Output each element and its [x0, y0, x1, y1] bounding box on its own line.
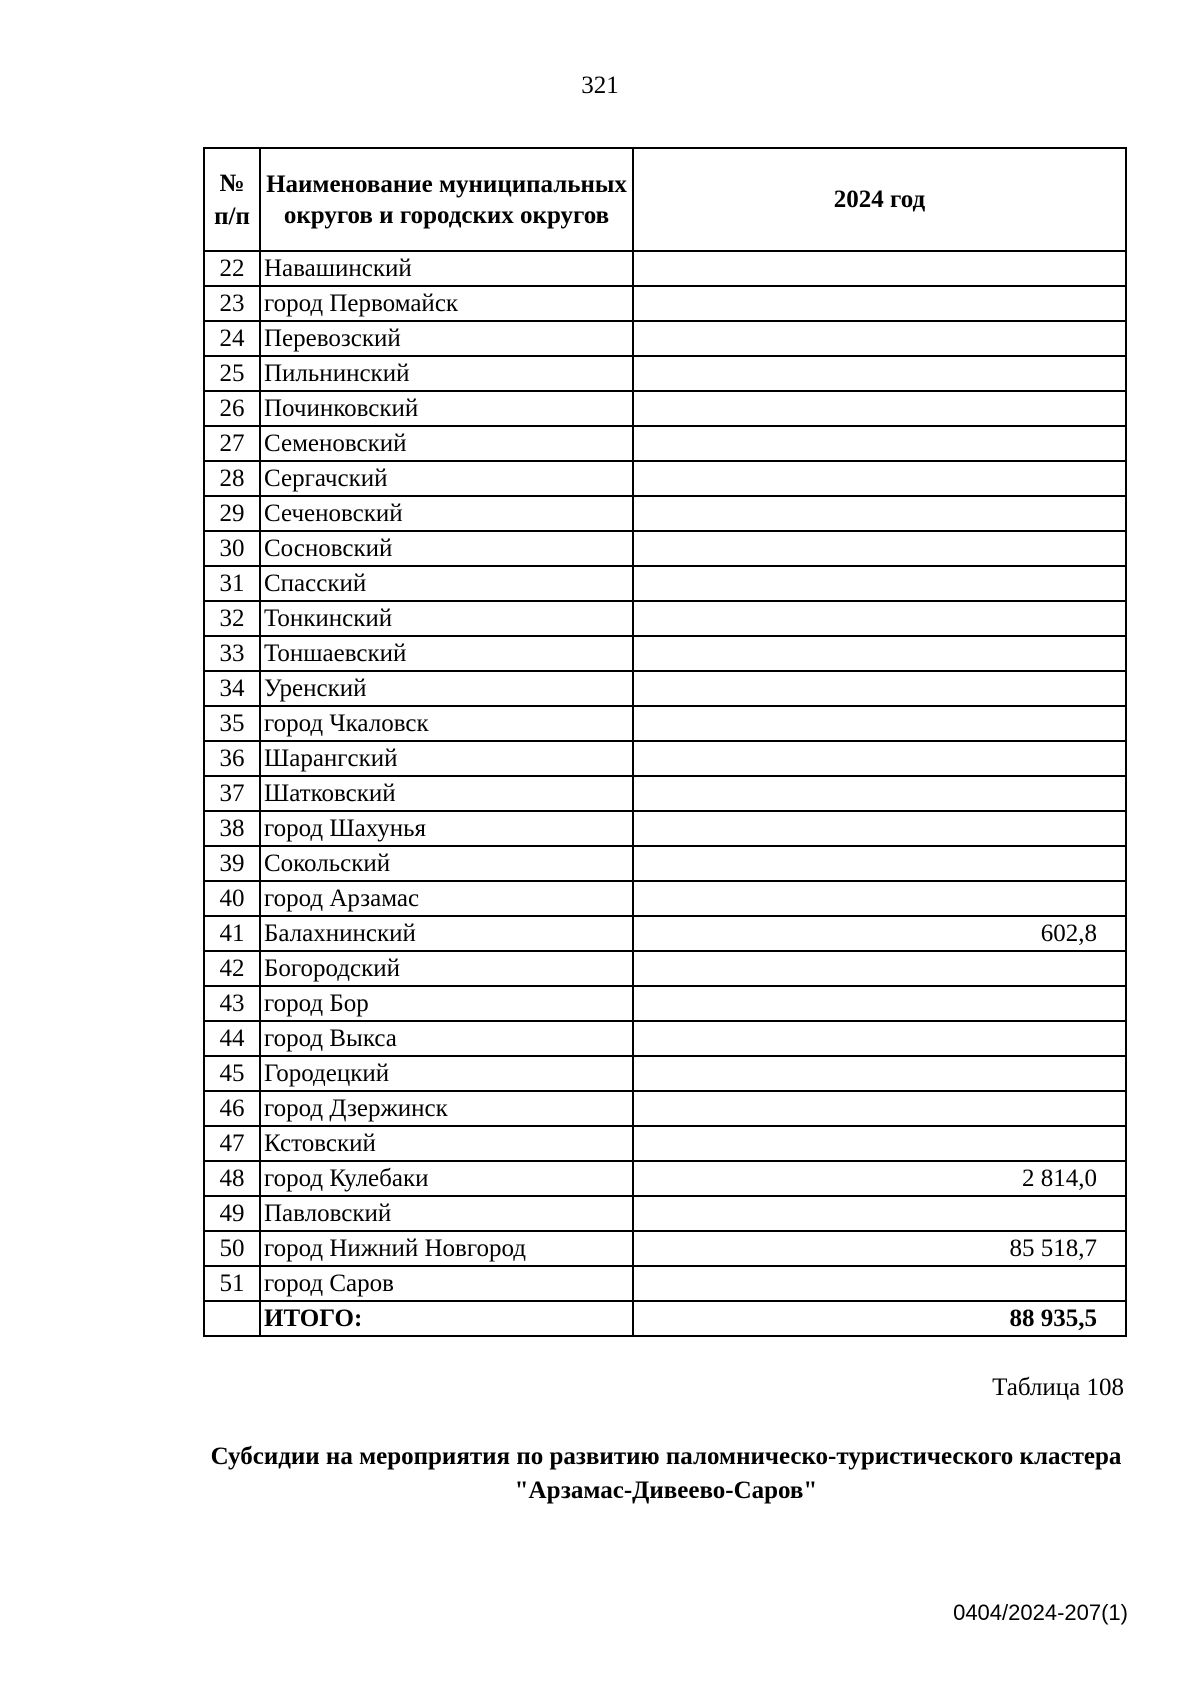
table-row [204, 531, 1126, 566]
table-body [204, 251, 1126, 1301]
row-value [633, 461, 1126, 496]
table-row [204, 496, 1126, 531]
row-number: 40 [204, 881, 260, 916]
row-value [633, 531, 1126, 566]
page-number: 321 [581, 72, 619, 99]
row-value [633, 356, 1126, 391]
table-row [204, 566, 1126, 601]
row-number: 47 [204, 1126, 260, 1161]
row-number: 27 [204, 426, 260, 461]
row-number: 30 [204, 531, 260, 566]
table-row [204, 916, 1126, 951]
row-number: 38 [204, 811, 260, 846]
row-name: Сеченовский [260, 496, 633, 531]
row-value [633, 671, 1126, 706]
row-name: город Чкаловск [260, 706, 633, 741]
table-row [204, 741, 1126, 776]
row-number: 29 [204, 496, 260, 531]
row-number: 23 [204, 286, 260, 321]
row-number: 44 [204, 1021, 260, 1056]
table-row [204, 286, 1126, 321]
row-number: 42 [204, 951, 260, 986]
row-value: 85 518,7 [633, 1231, 1126, 1266]
row-number: 32 [204, 601, 260, 636]
row-name: Сосновский [260, 531, 633, 566]
row-number: 25 [204, 356, 260, 391]
row-value [633, 601, 1126, 636]
total-value: 88 935,5 [633, 1301, 1126, 1336]
table-row [204, 321, 1126, 356]
row-name: Починковский [260, 391, 633, 426]
row-value [633, 1056, 1126, 1091]
row-value [633, 1126, 1126, 1161]
table-row [204, 1126, 1126, 1161]
table-row [204, 426, 1126, 461]
header-name: Наименование муниципальных округов и городских округов [260, 148, 633, 251]
table-row [204, 706, 1126, 741]
row-number: 26 [204, 391, 260, 426]
table-row [204, 601, 1126, 636]
row-value: 2 814,0 [633, 1161, 1126, 1196]
row-name: город Арзамас [260, 881, 633, 916]
row-value [633, 986, 1126, 1021]
row-name: город Выкса [260, 1021, 633, 1056]
header-number [204, 148, 260, 251]
row-value [633, 951, 1126, 986]
row-name: город Дзержинск [260, 1091, 633, 1126]
row-value: 602,8 [633, 916, 1126, 951]
row-number: 33 [204, 636, 260, 671]
row-name: город Нижний Новгород [260, 1231, 633, 1266]
section-title: Субсидии на мероприятия по развитию паломническо-туристического кластера "Арзамас-Дивеево-Саров" [210, 1443, 1122, 1504]
row-value [633, 391, 1126, 426]
total-num-cell [204, 1301, 260, 1336]
row-number: 24 [204, 321, 260, 356]
row-name: Павловский [260, 1196, 633, 1231]
table-row [204, 461, 1126, 496]
row-value [633, 1196, 1126, 1231]
row-number: 39 [204, 846, 260, 881]
row-value [633, 321, 1126, 356]
row-name: Пильнинский [260, 356, 633, 391]
table-row [204, 1231, 1126, 1266]
row-number: 34 [204, 671, 260, 706]
table-row [204, 846, 1126, 881]
table-row [204, 1266, 1126, 1301]
row-number: 48 [204, 1161, 260, 1196]
row-name: Тоншаевский [260, 636, 633, 671]
row-name: Спасский [260, 566, 633, 601]
row-name: город Первомайск [260, 286, 633, 321]
row-name: Богородский [260, 951, 633, 986]
row-value [633, 566, 1126, 601]
table-row [204, 356, 1126, 391]
table-row [204, 636, 1126, 671]
table-row [204, 1161, 1126, 1196]
row-name: город Кулебаки [260, 1161, 633, 1196]
row-number: 36 [204, 741, 260, 776]
row-name: город Саров [260, 1266, 633, 1301]
table-row [204, 811, 1126, 846]
table-row [204, 881, 1126, 916]
row-number: 28 [204, 461, 260, 496]
row-value [633, 811, 1126, 846]
document-code: 0404/2024-207(1) [953, 1600, 1128, 1625]
row-name: Городецкий [260, 1056, 633, 1091]
row-number: 43 [204, 986, 260, 1021]
row-value [633, 1091, 1126, 1126]
row-name: Балахнинский [260, 916, 633, 951]
row-number: 49 [204, 1196, 260, 1231]
table-row [204, 951, 1126, 986]
row-name: Уренский [260, 671, 633, 706]
table-header-row [204, 148, 1126, 251]
row-value [633, 706, 1126, 741]
row-number: 35 [204, 706, 260, 741]
row-value [633, 426, 1126, 461]
row-number: 31 [204, 566, 260, 601]
row-value [633, 1021, 1126, 1056]
total-label: ИТОГО: [260, 1301, 633, 1336]
row-name: Шатковский [260, 776, 633, 811]
row-number: 37 [204, 776, 260, 811]
row-number: 51 [204, 1266, 260, 1301]
table-row [204, 1091, 1126, 1126]
row-number: 41 [204, 916, 260, 951]
row-value [633, 881, 1126, 916]
row-value [633, 846, 1126, 881]
row-number: 50 [204, 1231, 260, 1266]
row-name: Сергачский [260, 461, 633, 496]
row-name: город Бор [260, 986, 633, 1021]
row-value [633, 741, 1126, 776]
table-row [204, 986, 1126, 1021]
row-name: Кстовский [260, 1126, 633, 1161]
table-row [204, 391, 1126, 426]
table-row [204, 1021, 1126, 1056]
header-year: 2024 год [633, 148, 1126, 251]
row-name: Тонкинский [260, 601, 633, 636]
table-row [204, 671, 1126, 706]
row-name: Сокольский [260, 846, 633, 881]
row-value [633, 636, 1126, 671]
table-row [204, 1056, 1126, 1091]
row-value [633, 776, 1126, 811]
row-value [633, 286, 1126, 321]
table-row [204, 1196, 1126, 1231]
subsidy-table [203, 147, 1127, 1337]
header-number-sign: № [219, 169, 245, 197]
row-value [633, 1266, 1126, 1301]
table-row [204, 776, 1126, 811]
row-name: Семеновский [260, 426, 633, 461]
row-name: город Шахунья [260, 811, 633, 846]
table-caption: Таблица 108 [992, 1374, 1124, 1401]
row-value [633, 496, 1126, 531]
row-name: Навашинский [260, 251, 633, 286]
table-row [204, 251, 1126, 286]
header-number-abbr: п/п [214, 202, 250, 230]
row-number: 46 [204, 1091, 260, 1126]
row-name: Шарангский [260, 741, 633, 776]
row-value [633, 251, 1126, 286]
total-row [204, 1301, 1126, 1336]
row-number: 45 [204, 1056, 260, 1091]
row-name: Перевозский [260, 321, 633, 356]
row-number: 22 [204, 251, 260, 286]
